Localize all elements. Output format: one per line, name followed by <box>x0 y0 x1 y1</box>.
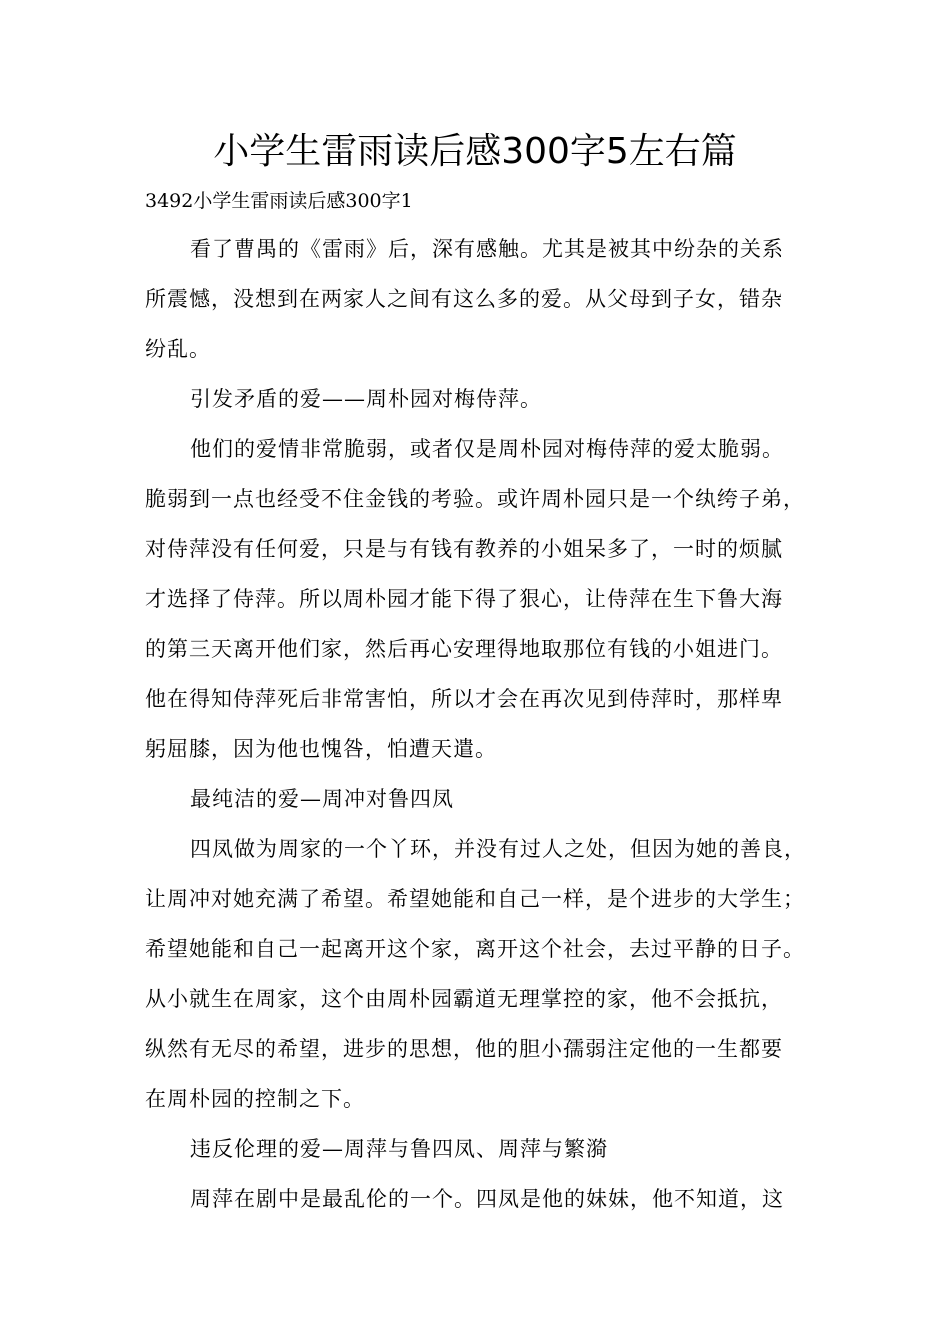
text-line: 从小就生在周家，这个由周朴园霸道无理掌控的家，他不会抵抗， <box>145 987 783 1011</box>
text-line: 四凤做为周家的一个丫环，并没有过人之处，但因为她的善良， <box>190 837 806 861</box>
text-line: 让周冲对她充满了希望。希望她能和自己一样，是个进步的大学生； <box>145 887 805 911</box>
text-line: 他在得知侍萍死后非常害怕，所以才会在再次见到侍萍时，那样卑 <box>145 687 783 711</box>
document-subtitle: 3492小学生雷雨读后感300字1 <box>145 190 413 212</box>
text-line: 在周朴园的控制之下。 <box>145 1087 365 1111</box>
text-line: 脆弱到一点也经受不住金钱的考验。或许周朴园只是一个纨绔子弟， <box>145 487 805 511</box>
text-line: 纵然有无尽的希望，进步的思想，他的胆小孺弱注定他的一生都要 <box>145 1037 783 1061</box>
text-line: 他们的爱情非常脆弱，或者仅是周朴园对梅侍萍的爱太脆弱。 <box>190 437 784 461</box>
text-line: 才选择了侍萍。所以周朴园才能下得了狠心，让侍萍在生下鲁大海 <box>145 587 783 611</box>
section-heading: 引发矛盾的爱——周朴园对梅侍萍。 <box>190 387 542 411</box>
text-line: 的第三天离开他们家，然后再心安理得地取那位有钱的小姐进门。 <box>145 637 783 661</box>
text-line: 看了曹禺的《雷雨》后，深有感触。尤其是被其中纷杂的关系 <box>190 237 784 261</box>
text-line: 躬屈膝，因为他也愧咎，怕遭天遣。 <box>145 737 497 761</box>
text-line: 周萍在剧中是最乱伦的一个。四凤是他的妹妹，他不知道，这 <box>190 1187 784 1211</box>
document-title: 小学生雷雨读后感300字5左右篇 <box>213 131 737 172</box>
text-line: 所震憾，没想到在两家人之间有这么多的爱。从父母到子女，错杂 <box>145 287 783 311</box>
text-line: 希望她能和自己一起离开这个家，离开这个社会，去过平静的日子。 <box>145 937 805 961</box>
section-heading: 最纯洁的爱—周冲对鲁四凤 <box>190 787 454 811</box>
section-heading: 违反伦理的爱—周萍与鲁四凤、周萍与繁漪 <box>190 1137 608 1161</box>
text-line: 纷乱。 <box>145 337 211 361</box>
text-line: 对侍萍没有任何爱，只是与有钱有教养的小姐呆多了，一时的烦腻 <box>145 537 783 561</box>
